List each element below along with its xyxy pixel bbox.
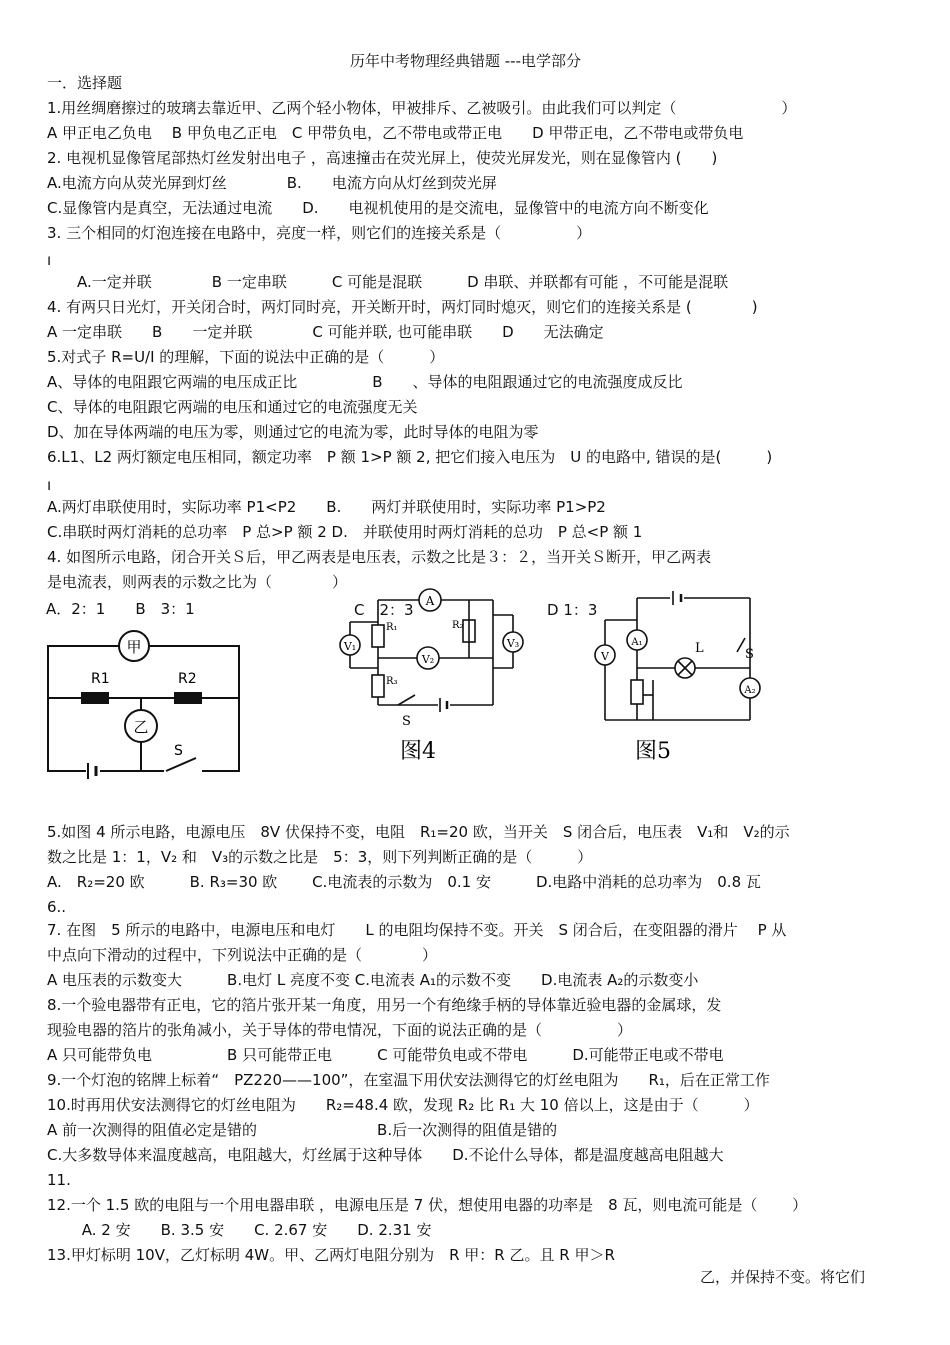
text-line: A.一定并联 B 一定串联 C 可能是混联 D 串联、并联都有可能 ，不可能是混联 [47, 273, 729, 291]
a2-label: A₂ [744, 685, 756, 696]
text-line: A.两灯串联使用时，实际功率 P1<P2 B. 两灯并联使用时，实际功率 P1>P2 [47, 498, 606, 516]
text-line: 中点向下滑动的过程中，下列说法中正确的是（ ） [47, 946, 438, 964]
switch-label: S [174, 743, 183, 759]
text-line: 3. 三个相同的灯泡连接在电路中，亮度一样，则它们的连接关系是（ ） [47, 224, 592, 242]
a1-label: A₁ [631, 637, 643, 648]
text-line: 是电流表，则两表的示数之比为（ ） [47, 573, 348, 591]
text-line: 一．选择题 [47, 74, 123, 92]
text-line: A 前一次测得的阻值必定是错的 B.后一次测得的阻值是错的 [47, 1121, 558, 1139]
option-d: D 1：3 [547, 601, 598, 619]
text-line: ı [47, 476, 52, 494]
text-line: 2. 电视机显像管尾部热灯丝发射出电子 ，高速撞击在荧光屏上，使荧光屏发光，则在显像管内 ( ) [47, 149, 718, 167]
figure-4-circuit [330, 580, 525, 774]
r2-label-4: R₂ [452, 620, 464, 631]
text-line: C.串联时两灯消耗的总功率 P 总>P 额 2 D. 并联使用时两灯消耗的总功 P 总<P 额 1 [47, 523, 643, 541]
text-line: 1.用丝绸磨擦过的玻璃去靠近甲、乙两个轻小物体，甲被排斥、乙被吸引。由此我们可以判定（ ） [47, 99, 797, 117]
text-line: D、加在导体两端的电压为零，则通过它的电流为零，此时导体的电阻为零 [47, 423, 539, 441]
text-line: A 电压表的示数变大 B.电灯 L 亮度不变 C.电流表 A₁的示数不变 D.电流表 A₂的示数变小 [47, 971, 699, 989]
text-line: C.大多数导体来温度越高，电阻越大，灯丝属于这种导体 D.不论什么导体，都是温度越高电阻越大 [47, 1146, 724, 1164]
text-line: 8.一个验电器带有正电，它的箔片张开某一角度，用另一个有绝缘手柄的导体靠近验电器的金属球，发 [47, 996, 722, 1014]
text-line: 4. 如图所示电路，闭合开关Ｓ后，甲乙两表是电压表，示数之比是３：２，当开关Ｓ断开，甲乙两表 [47, 548, 712, 566]
lamp-label: L [695, 641, 704, 656]
figure-4-caption: 图4 [400, 739, 436, 764]
text-line: 乙，并保持不变。将它们 [700, 1268, 866, 1286]
text-line: A. R₂=20 欧 B. R₃=30 欧 C.电流表的示数为 0.1 安 D.电路中消耗的总功率为 0.8 瓦 [47, 873, 761, 891]
text-line: C.显像管内是真空，无法通过电流 D. 电视机使用的是交流电，显像管中的电流方向不断变化 [47, 199, 709, 217]
circuit-diagram-left [46, 625, 246, 780]
text-line: 现验电器的箔片的张角减小，关于导体的带电情况，下面的说法正确的是（ ） [47, 1021, 633, 1039]
text-line: A、导体的电阻跟它两端的电压成正比 B 、导体的电阻跟通过它的电流强度成反比 [47, 373, 683, 391]
text-line: 11. [47, 1171, 71, 1189]
text-line: 9.一个灯泡的铭牌上标着“ PZ220——100”，在室温下用伏安法测得它的灯丝电阻为 R₁，后在正常工作 [47, 1071, 770, 1089]
text-line: A 一定串联 B 一定并联 C 可能并联, 也可能串联 D 无法确定 [47, 323, 604, 341]
v3-label: V₃ [506, 637, 520, 650]
text-line: A. 2 安 B. 3.5 安 C. 2.67 安 D. 2.31 安 [47, 1221, 432, 1239]
r1-label-4: R₁ [386, 622, 398, 633]
text-line: ı [47, 251, 52, 269]
text-line: 6.L1、L2 两灯额定电压相同，额定功率 P 额 1>P 额 2, 把它们接入电压为 U 的电路中, 错误的是( ) [47, 448, 773, 466]
text-line: A 只可能带负电 B 只可能带正电 C 可能带负电或不带电 D.可能带正电或不带电 [47, 1046, 724, 1064]
meter-yi-label: 乙 [133, 718, 149, 736]
v1-label: V₁ [343, 640, 357, 653]
option-c: C 2：3 [354, 601, 414, 619]
text-line: 7. 在图 5 所示的电路中，电源电压和电灯 L 的电阻均保持不变。开关 S 闭合后，在变阻器的滑片 P 从 [47, 921, 787, 939]
r3-label-4: R₃ [386, 676, 398, 687]
voltmeter-label-5: V [601, 650, 609, 663]
r1-label: R1 [91, 671, 110, 687]
figure-5-caption: 图5 [635, 739, 671, 764]
text-line: A.电流方向从荧光屏到灯丝 B. 电流方向从灯丝到荧光屏 [47, 174, 497, 192]
text-line: 数之比是 1：1，V₂ 和 V₃的示数之比是 5：3，则下列判断正确的是（ ） [47, 848, 593, 866]
figure-5-circuit [545, 580, 775, 774]
text-line: 6.. [47, 898, 67, 916]
switch-label-5: S [745, 647, 754, 662]
text-line: C、导体的电阻跟它两端的电压和通过它的电流强度无关 [47, 398, 418, 416]
text-line: A 甲正电乙负电 B 甲负电乙正电 C 甲带负电，乙不带电或带正电 D 甲带正电，乙不带电或带负电 [47, 124, 744, 142]
ammeter-a-label: A [425, 594, 435, 608]
text-line: 13.甲灯标明 10V，乙灯标明 4W。甲、乙两灯电阻分别为 R 甲：R 乙。且 R 甲＞R [47, 1246, 615, 1264]
text-line: 4. 有两只日光灯，开关闭合时，两灯同时亮，开关断开时，两灯同时熄灭，则它们的连接关系是 ( ) [47, 298, 758, 316]
v2-label: V₂ [421, 653, 435, 666]
text-line: 10.时再用伏安法测得它的灯丝电阻为 R₂=48.4 欧，发现 R₂ 比 R₁ 大 10 倍以上，这是由于（ ） [47, 1096, 759, 1114]
text-line: 12.一个 1.5 欧的电阻与一个用电器串联 ，电源电压是 7 伏，想使用电器的功率是 8 瓦，则电流可能是（ ） [47, 1196, 808, 1214]
options-a-b: A．2：1 B 3：1 [46, 600, 195, 618]
page-title: 历年中考物理经典错题 ---电学部分 [350, 52, 582, 70]
switch-label-4: S [402, 714, 411, 729]
text-line: 5.对式子 R=U/I 的理解，下面的说法中正确的是（ ） [47, 348, 445, 366]
text-line: 5.如图 4 所示电路，电源电压 8V 伏保持不变，电阻 R₁=20 欧，当开关 S 闭合后，电压表 V₁和 V₂的示 [47, 823, 790, 841]
r2-label: R2 [178, 671, 197, 687]
meter-jia-label: 甲 [126, 638, 142, 656]
